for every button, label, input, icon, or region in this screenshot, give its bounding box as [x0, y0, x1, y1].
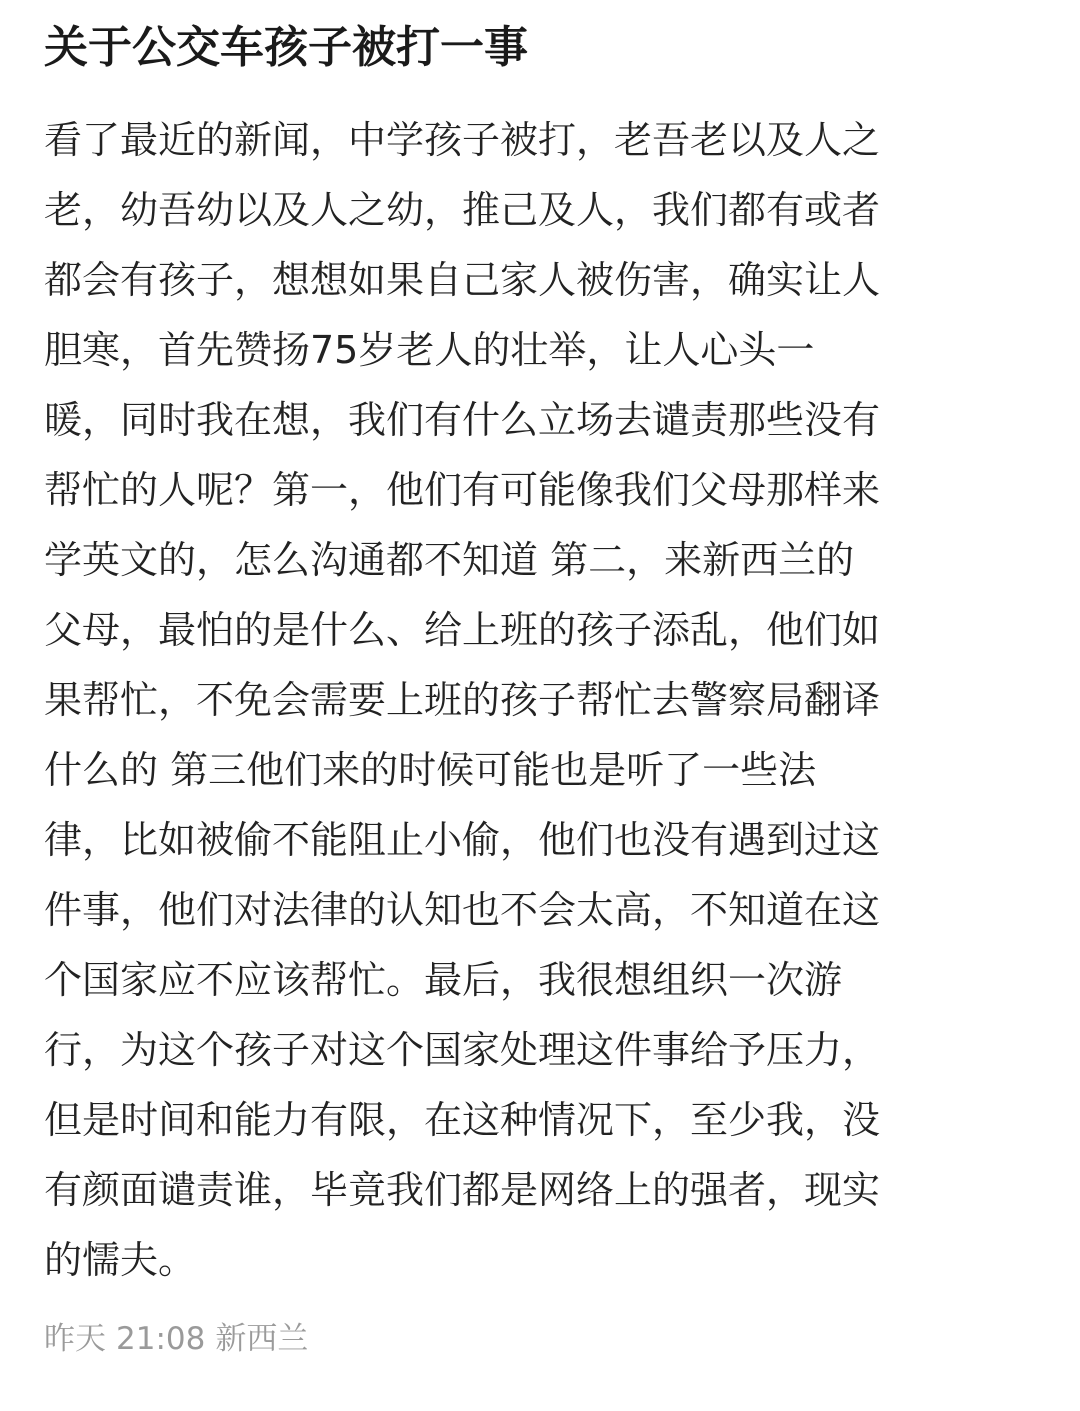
post-location: 新西兰	[215, 1321, 309, 1357]
post-body-line: 的懦夫。	[44, 1238, 197, 1282]
post-body-line: 老，幼吾幼以及人之幼，推己及人，我们都有或者	[44, 188, 881, 232]
post-body-line: 行，为这个孩子对这个国家处理这件事给予压力，	[44, 1028, 881, 1072]
post-body-line: 帮忙的人呢？第一，他们有可能像我们父母那样来	[44, 468, 881, 512]
post-body-line: 暖，同时我在想，我们有什么立场去谴责那些没有	[44, 398, 881, 442]
post-body	[44, 105, 1036, 1295]
post-title: 关于公交车孩子被打一事	[44, 22, 528, 73]
post	[44, 0, 1036, 1295]
post-date: 昨天	[44, 1321, 106, 1357]
post-body-line: 有颜面谴责谁，毕竟我们都是网络上的强者，现实	[44, 1168, 881, 1212]
post-meta	[44, 1319, 318, 1359]
post-body-line: 什么的 第三他们来的时候可能也是听了一些法	[44, 748, 817, 792]
post-body-line: 都会有孩子，想想如果自己家人被伤害，确实让人	[44, 258, 881, 302]
post-body-line: 看了最近的新闻，中学孩子被打，老吾老以及人之	[44, 118, 881, 162]
post-body-line: 果帮忙，不免会需要上班的孩子帮忙去警察局翻译	[44, 678, 881, 722]
post-body-line: 律，比如被偷不能阻止小偷，他们也没有遇到过这	[44, 818, 881, 862]
post-time: 21:08	[116, 1321, 206, 1357]
post-body-line: 胆寒，首先赞扬75岁老人的壮举，让人心头一	[44, 328, 815, 372]
post-body-line: 父母，最怕的是什么、给上班的孩子添乱，他们如	[44, 608, 881, 652]
post-body-line: 学英文的，怎么沟通都不知道 第二，来新西兰的	[44, 538, 855, 582]
post-body-line: 件事，他们对法律的认知也不会太高，不知道在这	[44, 888, 881, 932]
post-body-line: 个国家应不应该帮忙。最后，我很想组织一次游	[44, 958, 843, 1002]
post-body-line: 但是时间和能力有限，在这种情况下，至少我，没	[44, 1098, 881, 1142]
